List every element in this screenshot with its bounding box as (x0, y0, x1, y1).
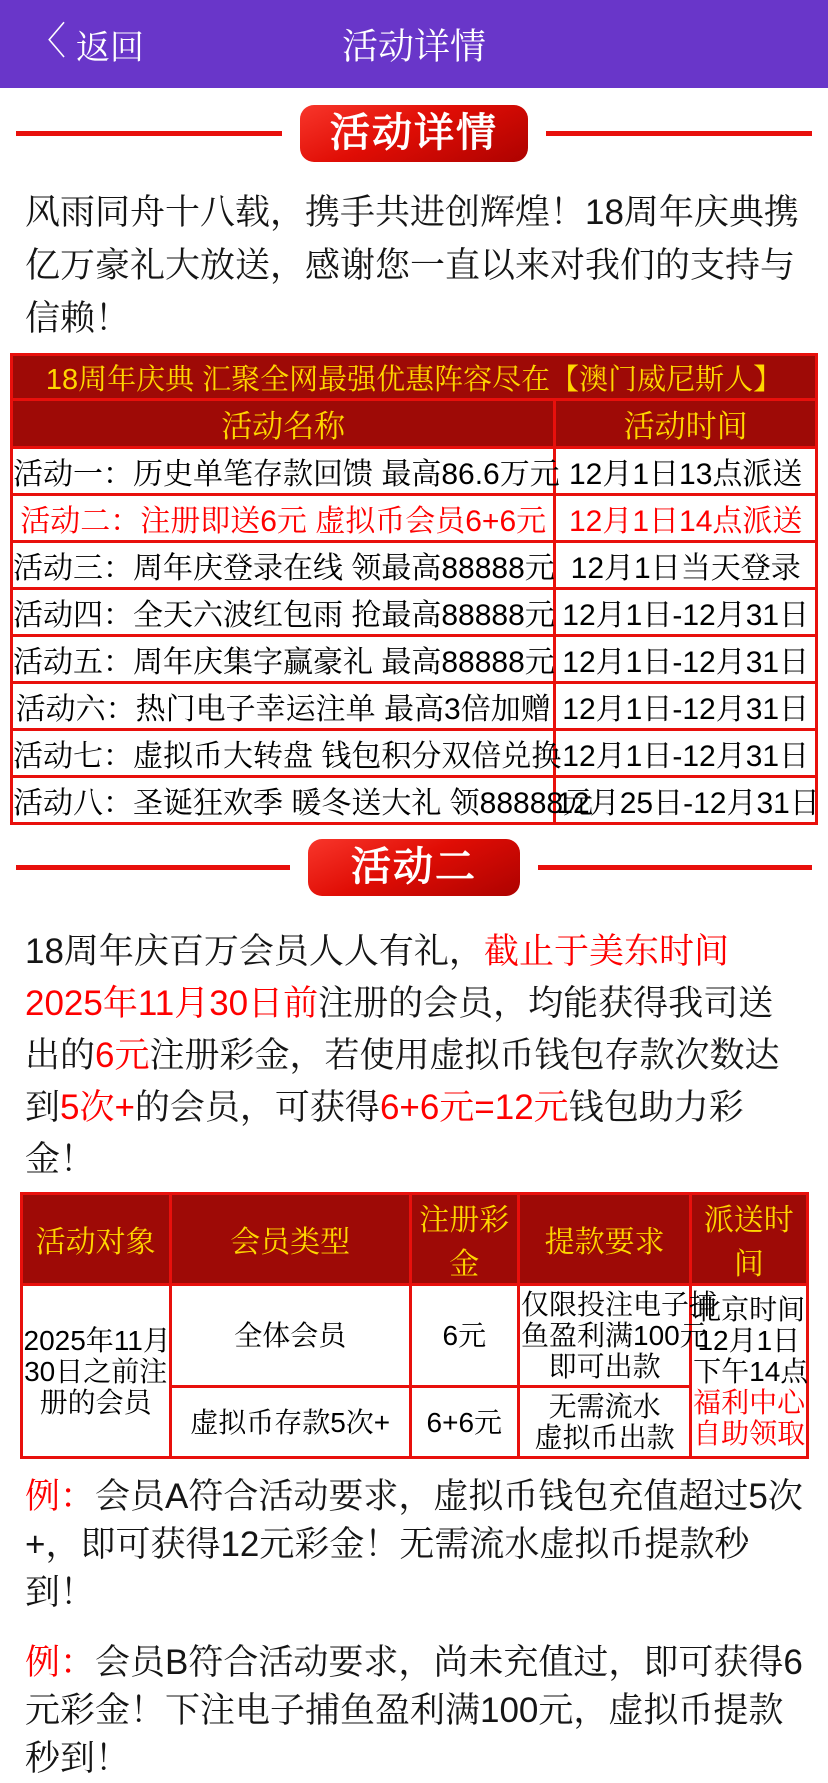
column-header-activity-name: 活动名称 (12, 400, 555, 448)
activity-row-8 (12, 777, 817, 824)
back-button-label: 返回 (76, 28, 145, 67)
target-cell (21, 1285, 170, 1458)
activity-name: 活动一：历史单笔存款回馈 最高86.6万元 (12, 448, 555, 495)
promo-paragraph: 18周年庆百万会员人人有礼，截止于美东时间2025年11月30日前注册的会员，均能获得我司送出的6元注册彩金，若使用虚拟币钱包存款次数达到5次+的会员，可获得6+6元=12元钱包助力彩金！ (25, 932, 780, 1179)
column-header-delivery-time: 派送时间 (691, 1194, 807, 1285)
back-chevron-icon: 〈 (28, 21, 67, 63)
requirement-line: 无需流水 (548, 1391, 661, 1422)
target-line: 2025年11月 (23, 1324, 171, 1356)
table-banner-row (12, 355, 817, 400)
activity-name: 活动三：周年庆登录在线 领最高88888元 (12, 542, 555, 589)
bonus-row-all-members (21, 1285, 807, 1387)
activity-time: 12月1日-12月31日 (555, 589, 817, 636)
activity-time: 12月1日13点派送 (555, 448, 817, 495)
delivery-line-highlight: 自助领取 (693, 1417, 806, 1449)
delivery-line: 12月1日 (697, 1324, 801, 1356)
activity-name: 活动六：热门电子幸运注单 最高3倍加赠 (12, 683, 555, 730)
member-type-cell: 虚拟币存款5次+ (170, 1387, 410, 1458)
activity-time: 12月1日14点派送 (555, 495, 817, 542)
target-line: 30日之前注 (24, 1355, 168, 1387)
activity-row-6 (12, 683, 817, 730)
activity-name: 活动五：周年庆集字赢豪礼 最高88888元 (12, 636, 555, 683)
table-header-row (12, 400, 817, 448)
activity-row-2-highlighted (12, 495, 817, 542)
section-header-details (16, 105, 812, 162)
activity-row-1 (12, 448, 817, 495)
requirement-line: 虚拟币出款 (534, 1422, 675, 1453)
ribbon-details-title: 活动详情 (300, 105, 528, 162)
ribbon-right-line (546, 131, 812, 136)
activity-time: 12月1日当天登录 (555, 542, 817, 589)
column-header-activity-time: 活动时间 (555, 400, 817, 448)
bonus-details-table (20, 1192, 809, 1459)
requirement-cell (519, 1387, 691, 1458)
navbar (0, 0, 828, 88)
ribbon-right-line (538, 865, 812, 870)
activity-name: 活动七：虚拟币大转盘 钱包积分双倍兑换 (12, 730, 555, 777)
activity-time: 12月1日-12月31日 (555, 683, 817, 730)
requirement-cell (519, 1285, 718, 1387)
delivery-line-highlight: 福利中心 (693, 1386, 806, 1418)
activity-name: 活动二：注册即送6元 虚拟币会员6+6元 (12, 495, 555, 542)
activity-time: 12月1日-12月31日 (555, 636, 817, 683)
intro-paragraph: 风雨同舟十八载，携手共进创辉煌！18周年庆典携亿万豪礼大放送，感谢您一直以来对我们的支持与信赖！ (25, 193, 799, 338)
column-header-withdraw-requirement: 提款要求 (519, 1194, 691, 1285)
activities-summary-table (10, 353, 818, 825)
bonus-cell: 6元 (410, 1285, 518, 1387)
example-b-paragraph: 例：会员B符合活动要求，尚未充值过，即可获得6元彩金！下注电子捕鱼盈利满100元，虚拟币提款秒到！ (25, 1643, 803, 1778)
example-a-paragraph: 例：会员A符合活动要求，虚拟币钱包充值超过5次+，即可获得12元彩金！无需流水虚拟币提款秒到！ (25, 1477, 803, 1612)
activity-time: 12月25日-12月31日 (555, 777, 817, 824)
delivery-line: 北京时间 (693, 1293, 806, 1325)
delivery-line: 下午14点 (693, 1355, 809, 1387)
requirement-line: 即可出款 (548, 1351, 661, 1382)
page-title: 活动详情 (341, 25, 487, 67)
target-line: 册的会员 (39, 1386, 152, 1418)
delivery-time-cell (691, 1285, 807, 1458)
back-button[interactable] (28, 20, 144, 69)
bonus-cell: 6+6元 (410, 1387, 518, 1458)
requirement-line: 鱼盈利满100元 (521, 1320, 708, 1351)
column-header-member-type: 会员类型 (170, 1194, 410, 1285)
activity-row-5 (12, 636, 817, 683)
activity-row-3 (12, 542, 817, 589)
column-header-register-bonus: 注册彩金 (410, 1194, 518, 1285)
section-header-activity2 (16, 839, 812, 896)
activity-name: 活动四：全天六波红包雨 抢最高88888元 (12, 589, 555, 636)
ribbon-left-line (16, 865, 290, 870)
table-banner-title: 18周年庆典 汇聚全网最强优惠阵容尽在【澳门威尼斯人】 (12, 355, 817, 400)
column-header-target: 活动对象 (21, 1194, 170, 1285)
member-type-cell: 全体会员 (170, 1285, 410, 1387)
requirement-line: 仅限投注电子捕 (521, 1289, 718, 1320)
activity-row-7 (12, 730, 817, 777)
activity-time: 12月1日-12月31日 (555, 730, 817, 777)
ribbon-left-line (16, 131, 282, 136)
activity-row-4 (12, 589, 817, 636)
ribbon-activity2-title: 活动二 (308, 839, 520, 896)
activity-name: 活动八：圣诞狂欢季 暖冬送大礼 领88888元 (12, 777, 555, 824)
bonus-table-header-row (21, 1194, 807, 1285)
